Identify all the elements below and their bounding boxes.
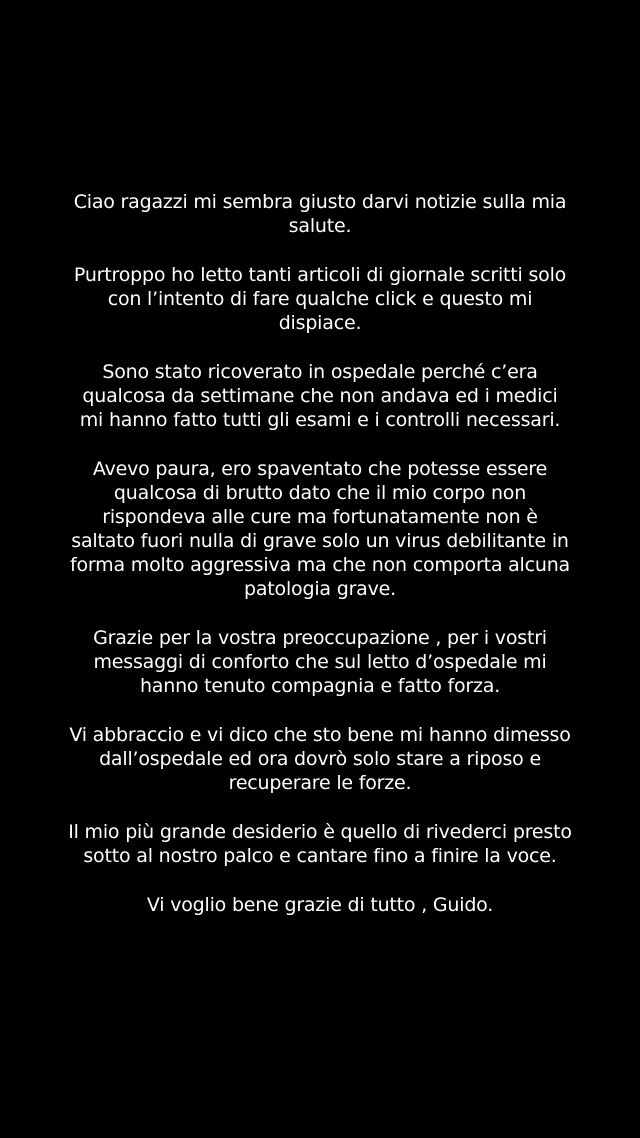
paragraph-wish: Il mio più grande desiderio è quello di rivederci presto sotto al nostro palco e cantare fino a finire la voce. xyxy=(68,821,572,867)
paragraph-fear: Avevo paura, ero spaventato che potesse essere qualcosa di brutto dato che il mio corpo non rispondeva alle cure ma fortunatamente non è saltato fuori nulla di grave solo un virus debilitante in forma molto aggressiva ma che non comporta alcuna patologia grave. xyxy=(69,458,571,600)
paragraph-discharged: Vi abbraccio e vi dico che sto bene mi hanno dimesso dall’ospedale ed ora dovrò solo stare a riposo e recuperare le forze. xyxy=(69,724,571,794)
story-message xyxy=(68,190,572,942)
paragraph-signoff: Vi voglio bene grazie di tutto , Guido. xyxy=(146,894,494,916)
paragraph-greeting: Ciao ragazzi mi sembra giusto darvi notizie sulla mia salute. xyxy=(73,191,567,237)
paragraph-thanks: Grazie per la vostra preoccupazione , per i vostri messaggi di conforto che sul letto d’ospedale mi hanno tenuto compagnia e fatto forza. xyxy=(93,627,547,697)
paragraph-articles: Purtroppo ho letto tanti articoli di giornale scritti solo con l’intento di fare qualche click e questo mi dispiace. xyxy=(73,264,567,334)
paragraph-hospital: Sono stato ricoverato in ospedale perché c’era qualcosa da settimane che non andava ed i medici mi hanno fatto tutti gli esami e i controlli necessari. xyxy=(79,361,561,431)
